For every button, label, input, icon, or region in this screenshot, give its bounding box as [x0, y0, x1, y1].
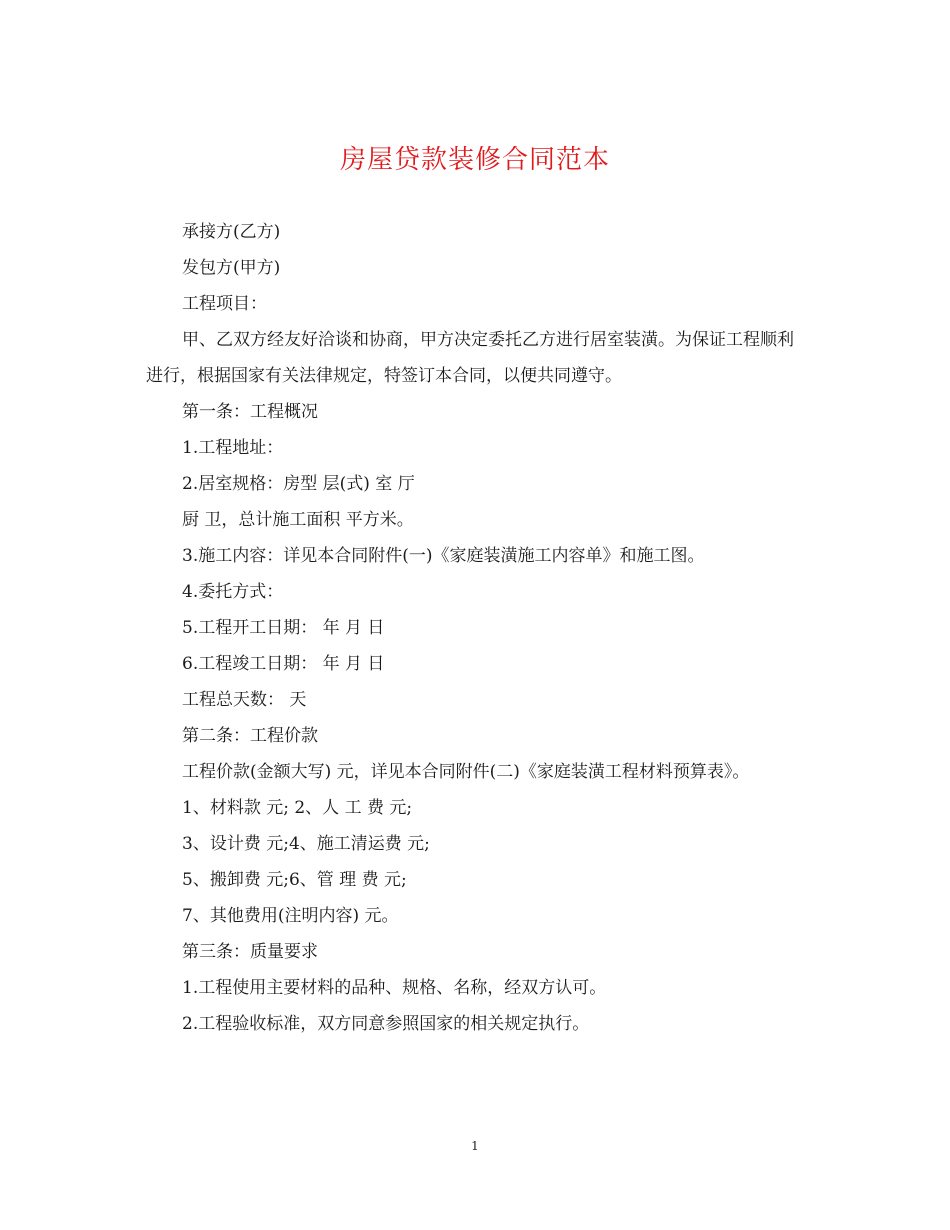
paragraph-end-date: 6.工程竣工日期： 年 月 日: [182, 654, 385, 674]
page-number: 1: [471, 1139, 479, 1153]
paragraph-total-days: 工程总天数： 天: [182, 690, 307, 710]
section-heading-1: 第一条：工程概况: [182, 402, 318, 422]
document-body: [146, 214, 806, 1042]
paragraph-start-date: 5.工程开工日期： 年 月 日: [182, 618, 385, 638]
paragraph-quality-2: 2.工程验收标准，双方同意参照国家的相关规定执行。: [182, 1014, 590, 1034]
paragraph-method: 4.委托方式：: [182, 582, 284, 602]
paragraph-quality-1: 1.工程使用主要材料的品种、规格、名称，经双方认可。: [182, 978, 607, 998]
paragraph-fee-3: 5、搬卸费 元;6、管 理 费 元;: [182, 870, 407, 890]
paragraph-contractor: 承接方(乙方): [182, 222, 281, 242]
paragraph-content: 3.施工内容：详见本合同附件(一)《家庭装潢施工内容单》和施工图。: [182, 546, 705, 566]
section-heading-3: 第三条：质量要求: [182, 942, 318, 962]
paragraph-address: 1.工程地址：: [182, 438, 284, 458]
paragraph-fee-2: 3、设计费 元;4、施工清运费 元;: [182, 834, 430, 854]
paragraph-client: 发包方(甲方): [182, 258, 281, 278]
paragraph-area: 厨 卫，总计施工面积 平方米。: [182, 510, 414, 530]
paragraph-room-spec: 2.居室规格：房型 层(式) 室 厅: [182, 474, 415, 494]
paragraph-price: 工程价款(金额大写) 元，详见本合同附件(二)《家庭装潢工程材料预算表》。: [182, 762, 750, 782]
paragraph-fee-4: 7、其他费用(注明内容) 元。: [182, 906, 399, 926]
section-heading-2: 第二条：工程价款: [182, 726, 318, 746]
paragraph-project: 工程项目：: [182, 294, 267, 314]
document-title: 房屋贷款装修合同范本: [339, 145, 610, 175]
paragraph-preamble: 甲、乙双方经友好洽谈和协商，甲方决定委托乙方进行居室装潢。为保证工程顺利进行，根据国家有关法律规定，特签订本合同，以便共同遵守。: [146, 330, 794, 386]
paragraph-fee-1: 1、材料款 元; 2、人 工 费 元;: [182, 798, 413, 818]
